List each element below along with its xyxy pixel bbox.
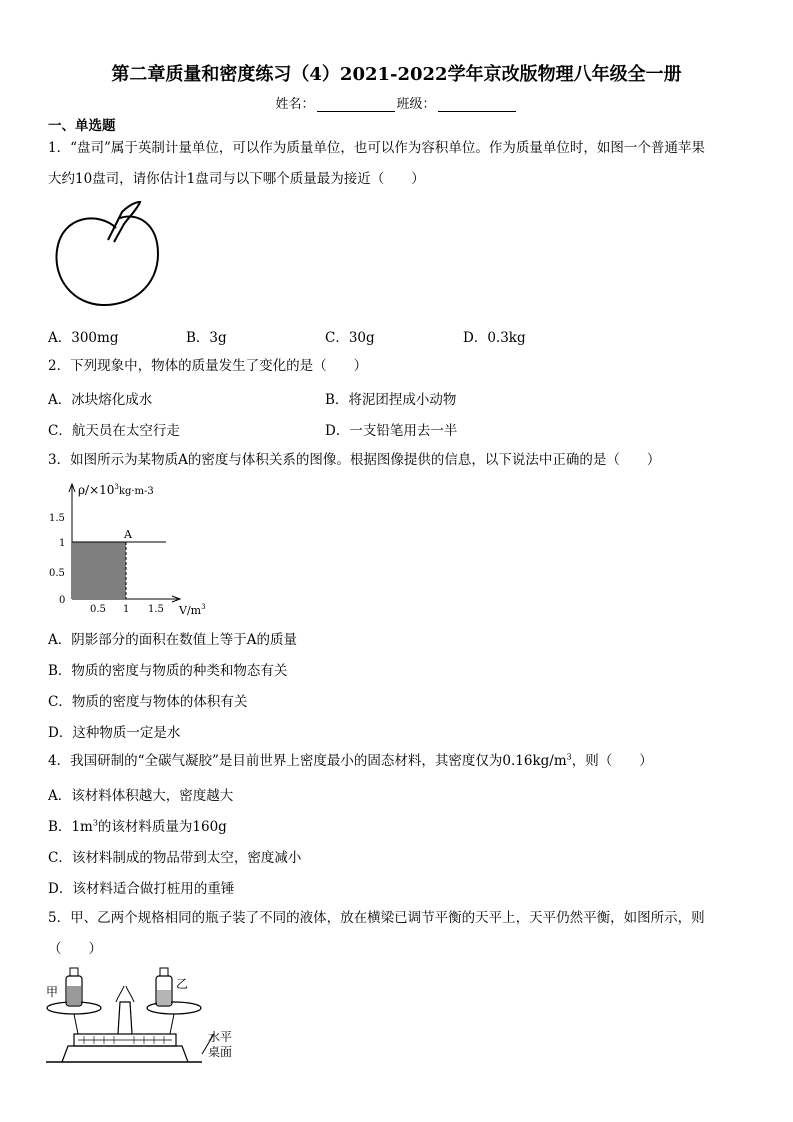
q1-option-c[interactable]: C．30g xyxy=(325,330,375,346)
q2-option-c[interactable]: C．航天员在太空行走 xyxy=(48,423,180,439)
q4-option-b[interactable]: B．$1m^3$的该材料质量为160g xyxy=(48,818,227,835)
y-tick-1: 1 xyxy=(59,538,66,549)
q2-option-d[interactable]: D．一支铅笔用去一半 xyxy=(325,423,458,439)
q2-option-b[interactable]: B．将泥团捏成小动物 xyxy=(325,392,457,408)
bottle-label-jia: 甲 xyxy=(46,985,59,999)
class-blank xyxy=(438,99,516,112)
right-bottle-cap xyxy=(160,968,168,976)
q4-option-a[interactable]: A．该材料体积越大，密度越大 xyxy=(48,788,234,804)
apple-stem xyxy=(108,202,140,242)
section-title: 一、单选题 xyxy=(48,118,116,134)
y-tick-1-5: 1.5 xyxy=(49,513,65,524)
surface-label-line-2: 桌面 xyxy=(208,1045,233,1059)
question-5-line-2: （ ） xyxy=(48,941,102,957)
x-tick-1: 1 xyxy=(123,604,130,615)
y-tick-0-5: 0.5 xyxy=(49,568,65,579)
question-5-line-1: 5．甲、乙两个规格相同的瓶子装了不同的液体，放在横梁已调节平衡的天平上，天平仍然平衡，如图所示，则 xyxy=(48,910,705,926)
q1-option-b[interactable]: B．3g xyxy=(186,330,227,346)
left-pan-support xyxy=(74,1014,78,1034)
question-1-line-2: 大约10盘司，请你估计1盘司与以下哪个质量最为接近（ ） xyxy=(48,171,425,187)
x-axis-label: $V/m^3$ xyxy=(179,603,206,617)
balance-pillar xyxy=(118,1002,132,1034)
point-a-label: A xyxy=(124,528,132,541)
name-label: 姓名： xyxy=(275,97,315,112)
page-title: 第二章质量和密度练习（4）2021-2022学年京改版物理八年级全一册 xyxy=(111,64,682,85)
question-1-line-1: 1．“盘司”属于英制计量单位，可以作为质量单位，也可以作为容积单位。作为质量单位时，如图一个普通苹果 xyxy=(48,140,705,156)
q4-option-d[interactable]: D．该材料适合做打桩用的重锤 xyxy=(48,881,235,897)
balance-figure xyxy=(44,962,244,1066)
q3-option-b[interactable]: B．物质的密度与物质的种类和物态有关 xyxy=(48,663,288,679)
y-tick-0: 0 xyxy=(59,595,66,606)
class-label: 班级： xyxy=(396,97,436,112)
x-tick-1-5: 1.5 xyxy=(148,604,164,615)
q3-option-c[interactable]: C．物质的密度与物体的体积有关 xyxy=(48,694,248,710)
right-pan-support xyxy=(170,1014,174,1034)
shaded-area xyxy=(72,542,126,599)
apple-figure xyxy=(50,198,165,310)
student-info xyxy=(0,93,793,112)
q4-option-c[interactable]: C．该材料制成的物品带到太空，密度减小 xyxy=(48,850,302,866)
name-blank xyxy=(317,99,395,112)
y-axis-label: $\rho/\times 10^3_{kg\cdot m-3}$ xyxy=(78,483,154,497)
question-4-line-1: 4．我国研制的“全碳气凝胶”是目前世界上密度最小的固态材料，其密度仅为$0.16kg/m^3$，则（ ） xyxy=(48,752,653,769)
x-tick-0-5: 0.5 xyxy=(90,604,106,615)
balance-base xyxy=(62,1046,188,1062)
right-bottle-liquid xyxy=(157,990,171,1005)
balance-pointer xyxy=(116,986,134,1002)
left-bottle-cap xyxy=(70,968,78,976)
question-2-line-1: 2．下列现象中，物体的质量发生了变化的是（ ） xyxy=(48,358,368,374)
bottle-label-yi: 乙 xyxy=(176,977,189,991)
left-bottle-liquid xyxy=(67,986,81,1005)
right-pan xyxy=(147,1002,201,1014)
question-3-line-1: 3．如图所示为某物质A的密度与体积关系的图像。根据图像提供的信息，以下说法中正确的是（ ） xyxy=(48,452,661,468)
apple-body xyxy=(57,217,158,306)
q1-option-d[interactable]: D．0.3kg xyxy=(463,330,526,346)
density-graph xyxy=(40,476,220,622)
q3-option-a[interactable]: A．阴影部分的面积在数值上等于A的质量 xyxy=(48,632,297,648)
surface-label-line-1: 水平 xyxy=(208,1030,233,1044)
q1-option-a[interactable]: A．300mg xyxy=(48,330,119,346)
q3-option-d[interactable]: D．这种物质一定是水 xyxy=(48,725,181,741)
q2-option-a[interactable]: A．冰块熔化成水 xyxy=(48,392,153,408)
